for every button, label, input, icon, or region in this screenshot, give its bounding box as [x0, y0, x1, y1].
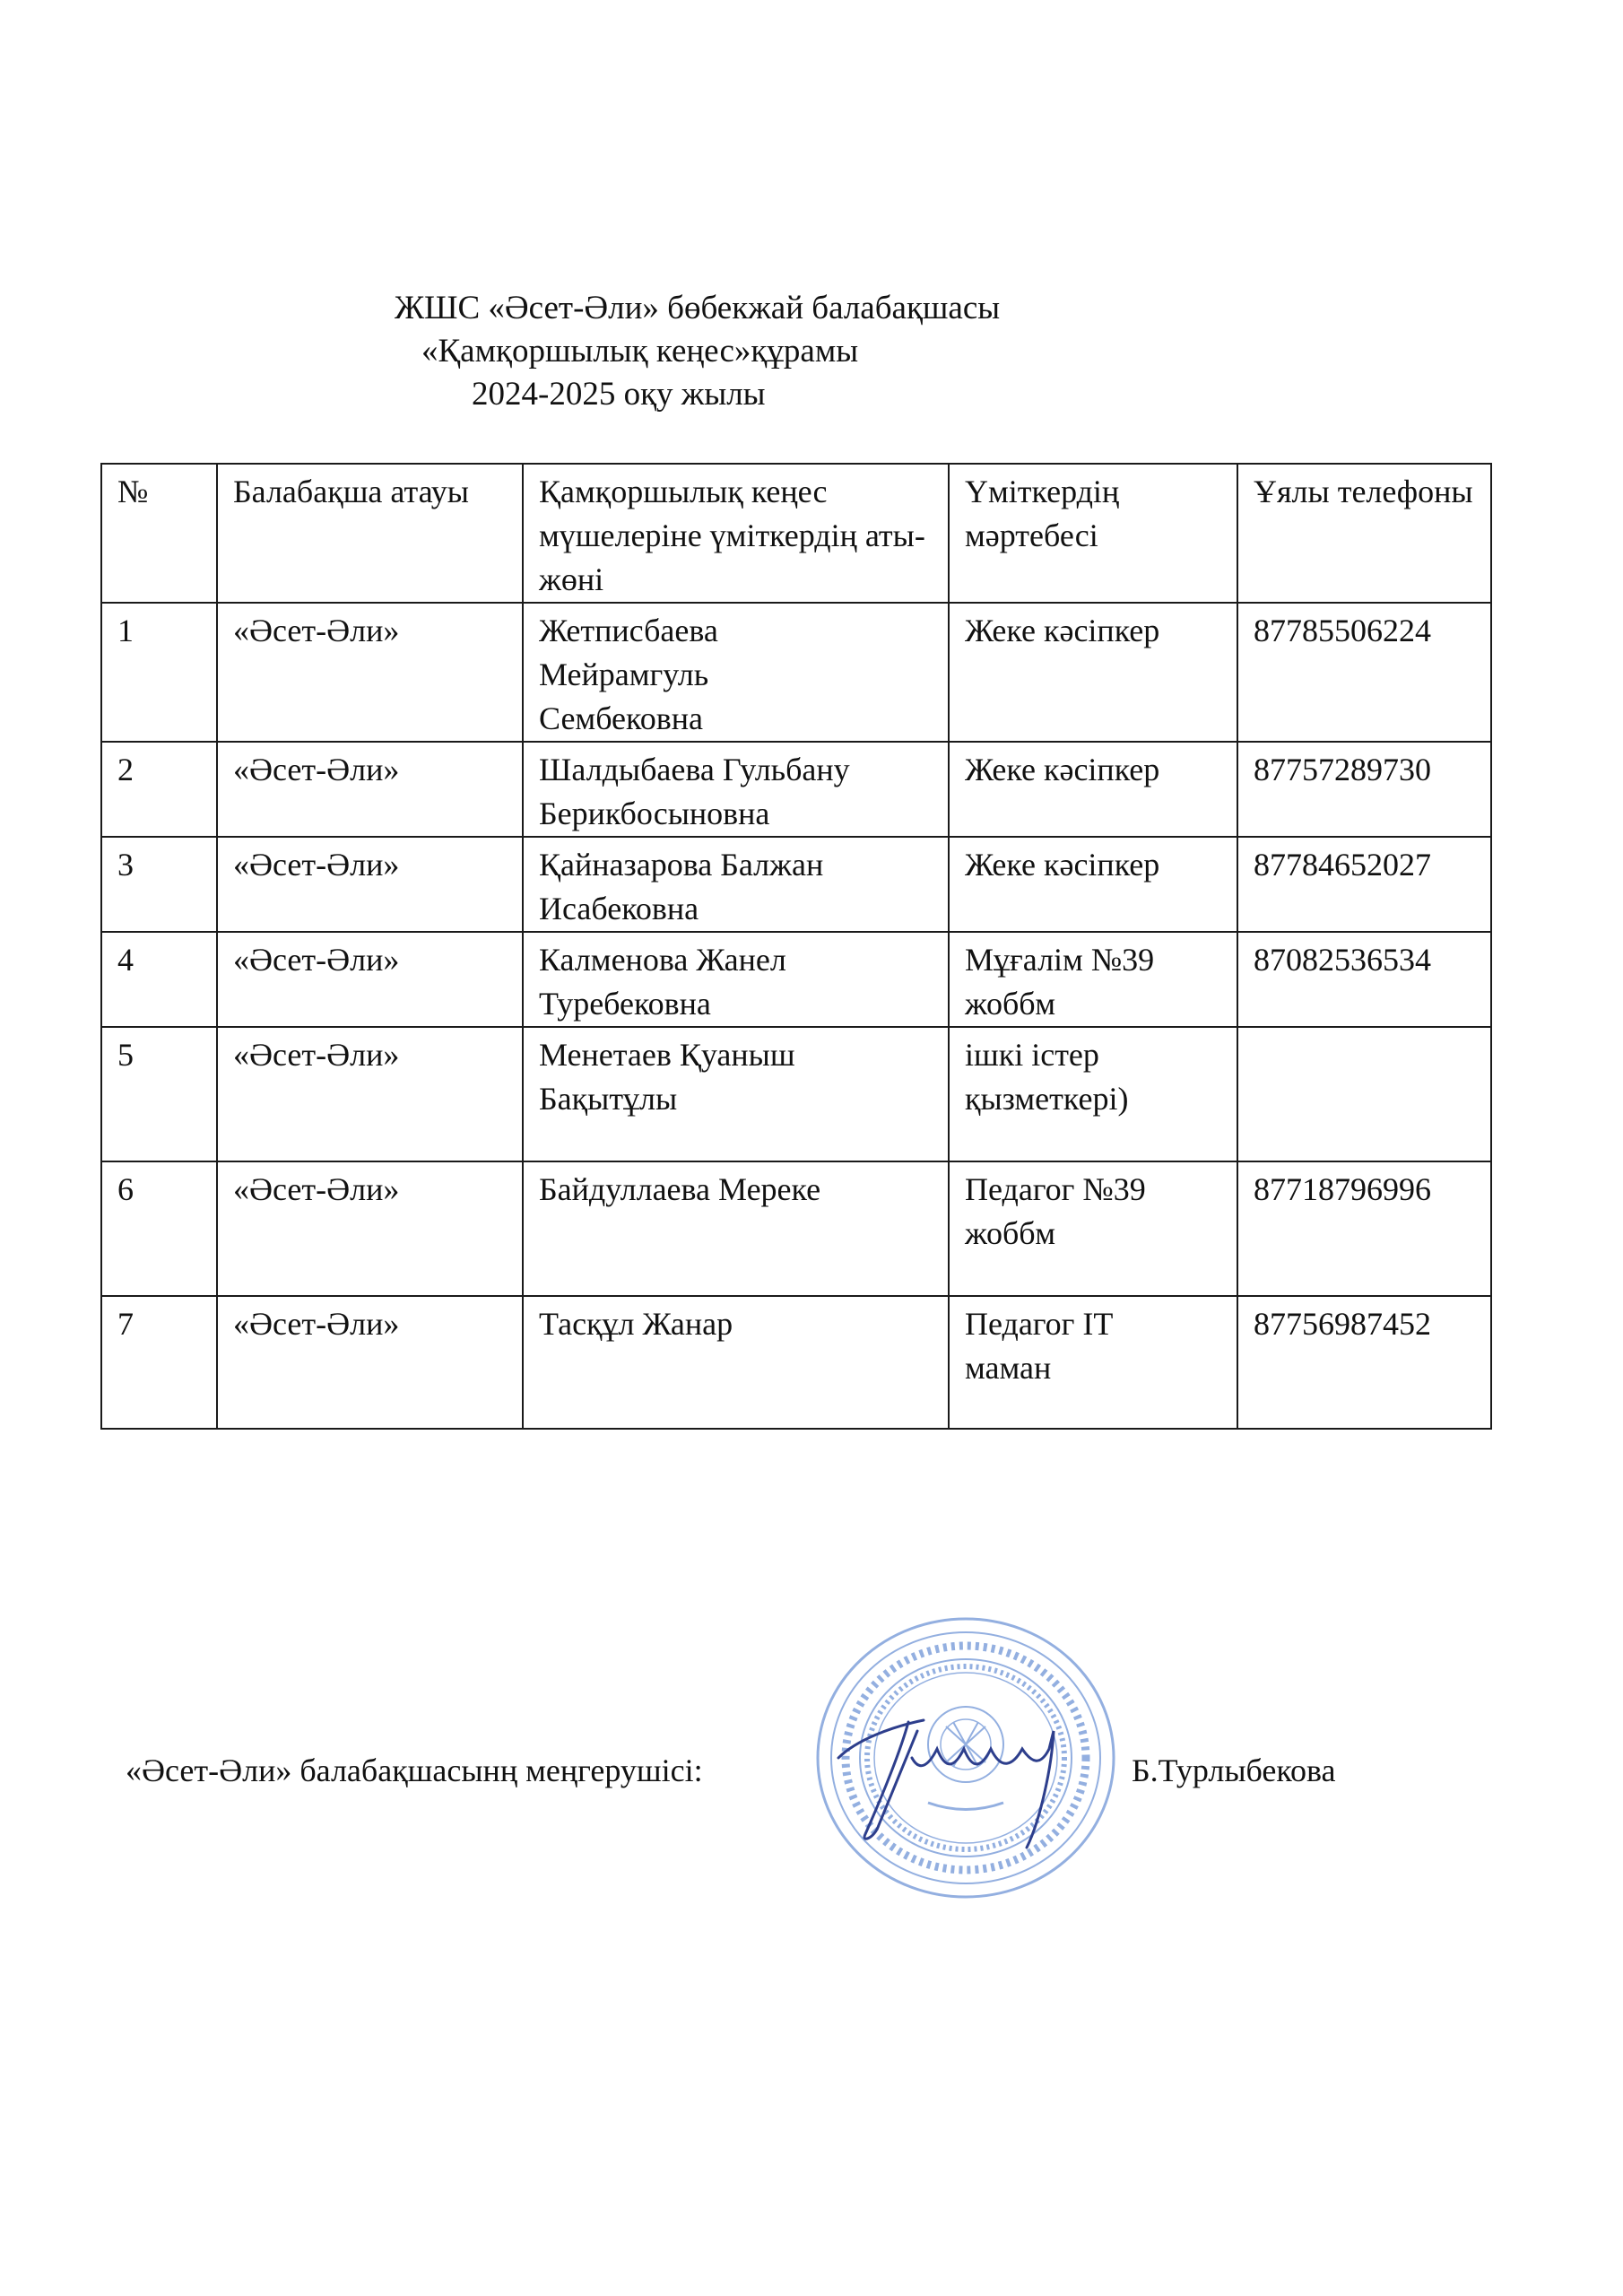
cell-name: Тасқұл Жанар	[523, 1296, 949, 1429]
column-header-number: №	[101, 464, 217, 603]
cell-status: Жеке кәсіпкер	[949, 742, 1237, 837]
column-header-candidate-name: Қамқоршылық кеңес мүшелеріне үміткердің аты-жөні	[523, 464, 949, 603]
cell-number: 5	[101, 1027, 217, 1161]
table-header-row	[101, 464, 1491, 603]
cell-name: Байдуллаева Мереке	[523, 1161, 949, 1296]
cell-name: Менетаев Қуаныш Бақытұлы	[523, 1027, 949, 1161]
column-header-phone: Ұялы телефоны	[1237, 464, 1491, 603]
table-row	[101, 932, 1491, 1027]
cell-name: Жетписбаева Мейрамгуль Сембековна	[523, 603, 949, 742]
table-row	[101, 1296, 1491, 1429]
cell-status: Мұғалім №39 жоббм	[949, 932, 1237, 1027]
cell-status: Педагог IT маман	[949, 1296, 1237, 1429]
cell-kindergarten: «Әсет-Әли»	[217, 1161, 523, 1296]
cell-phone: 87784652027	[1237, 837, 1491, 932]
cell-kindergarten: «Әсет-Әли»	[217, 603, 523, 742]
title-organization: ЖШС «Әсет-Әли» бөбекжай балабақшасы	[395, 290, 1001, 326]
cell-name: Шалдыбаева Гульбану Берикбосыновна	[523, 742, 949, 837]
cell-number: 7	[101, 1296, 217, 1429]
cell-phone	[1237, 1027, 1491, 1161]
cell-number: 1	[101, 603, 217, 742]
cell-kindergarten: «Әсет-Әли»	[217, 742, 523, 837]
cell-kindergarten: «Әсет-Әли»	[217, 837, 523, 932]
table-row	[101, 837, 1491, 932]
cell-phone: 87756987452	[1237, 1296, 1491, 1429]
head-position-label: «Әсет-Әли» балабақшасынң меңгерушісі:	[126, 1752, 703, 1788]
cell-kindergarten: «Әсет-Әли»	[217, 1027, 523, 1161]
cell-number: 2	[101, 742, 217, 837]
table-row	[101, 1161, 1491, 1296]
cell-name: Калменова Жанел Туребековна	[523, 932, 949, 1027]
cell-number: 3	[101, 837, 217, 932]
cell-number: 6	[101, 1161, 217, 1296]
cell-number: 4	[101, 932, 217, 1027]
column-header-status: Үміткердің мәртебесі	[949, 464, 1237, 603]
council-members-table	[100, 463, 1492, 1430]
cell-kindergarten: «Әсет-Әли»	[217, 932, 523, 1027]
table-row	[101, 603, 1491, 742]
signatory-name: Б.Турлыбекова	[1132, 1752, 1336, 1788]
table-row	[101, 1027, 1491, 1161]
cell-phone: 87785506224	[1237, 603, 1491, 742]
cell-status: Педагог №39 жоббм	[949, 1161, 1237, 1296]
cell-status: Жеке кәсіпкер	[949, 837, 1237, 932]
cell-phone: 87718796996	[1237, 1161, 1491, 1296]
title-academic-year: 2024-2025 оқу жылы	[472, 376, 766, 413]
column-header-kindergarten: Балабақша атауы	[217, 464, 523, 603]
table-row	[101, 742, 1491, 837]
stamp-seal-icon	[818, 1619, 1114, 1897]
cell-name: Қайназарова Балжан Исабековна	[523, 837, 949, 932]
official-stamp-with-signature	[812, 1614, 1125, 1901]
cell-phone: 87757289730	[1237, 742, 1491, 837]
cell-status: Жеке кәсіпкер	[949, 603, 1237, 742]
cell-status: ішкі істер қызметкері)	[949, 1027, 1237, 1161]
title-council: «Қамқоршылық кеңес»құрамы	[421, 333, 859, 370]
cell-phone: 87082536534	[1237, 932, 1491, 1027]
cell-kindergarten: «Әсет-Әли»	[217, 1296, 523, 1429]
